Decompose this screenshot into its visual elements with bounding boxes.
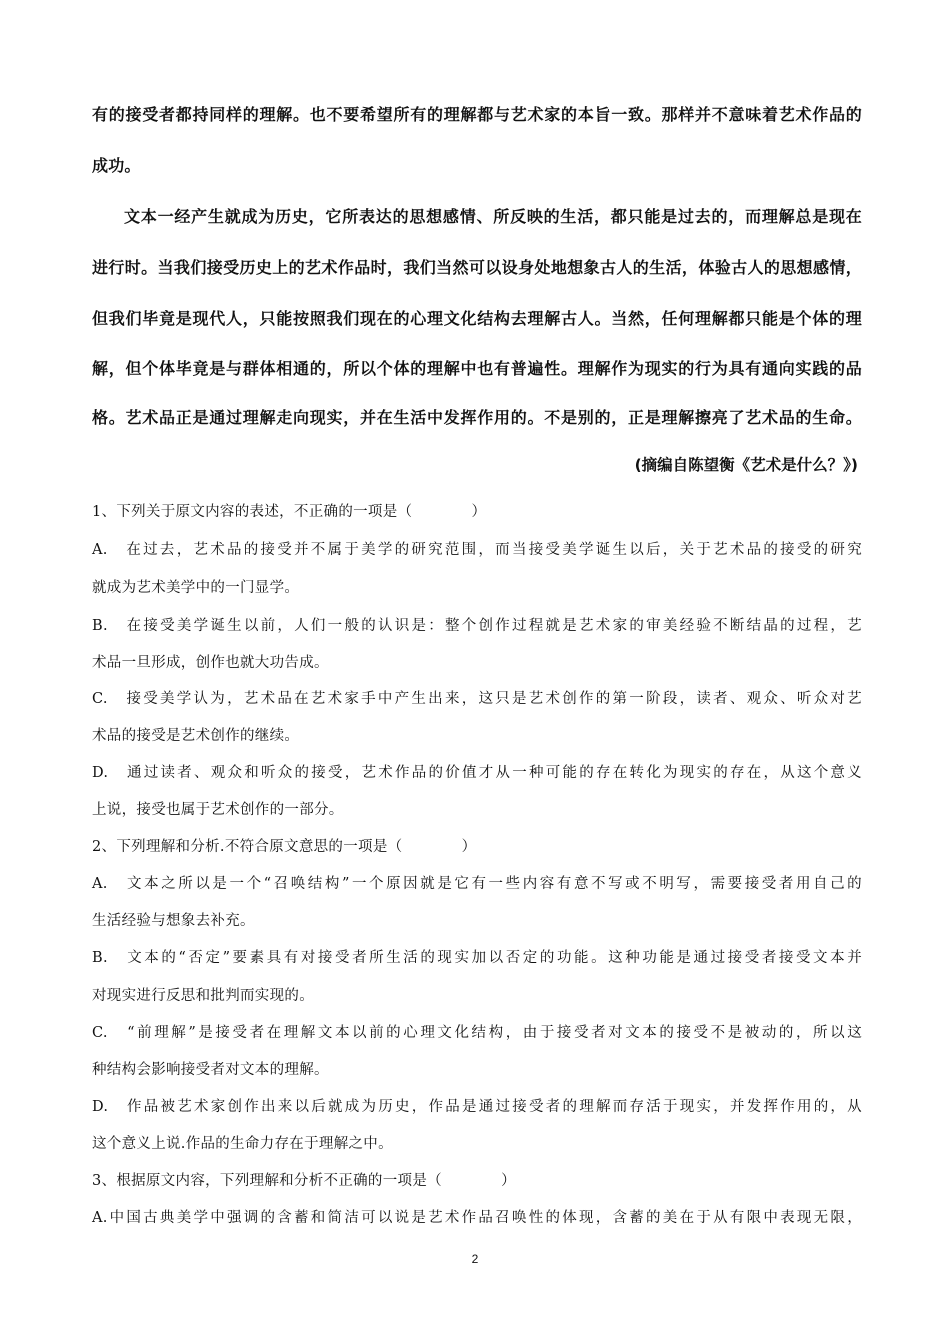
question-stem: 2、下列理解和分析.不符合原文意思的一项是（ ） — [92, 839, 477, 855]
option-line: D. 作品被艺术家创作出来以后就成为历史，作品是通过接受者的理解而存活于现实，并发挥作用的，从 — [92, 1099, 862, 1115]
passage-line: 但我们毕竟是现代人，只能按照我们现在的心理文化结构去理解古人。当然，任何理解都只能是个体的理 — [92, 309, 862, 328]
question-stem: 1、下列关于原文内容的表述，不正确的一项是（ ） — [92, 504, 487, 520]
option-line: 上说，接受也属于艺术创作的一部分。 — [92, 802, 344, 818]
option-line: 生活经验与想象去补充。 — [92, 913, 255, 929]
passage-line: 文本一经产生就成为历史，它所表达的思想感情、所反映的生活，都只能是过去的，而理解总是现在 — [124, 207, 862, 226]
option-line: 这个意义上说.作品的生命力存在于理解之中。 — [92, 1136, 393, 1152]
passage-line: 解，但个体毕竟是与群体相通的，所以个体的理解中也有普遍性。理解作为现实的行为具有通向实践的品 — [92, 359, 862, 378]
option-line: 种结构会影响接受者对文本的理解。 — [92, 1062, 329, 1078]
passage-line: 格。艺术品正是通过理解走向现实，并在生活中发挥作用的。不是别的，正是理解擦亮了艺术品的生命。 — [92, 408, 862, 427]
option-line: B. 文本的“否定”要素具有对接受者所生活的现实加以否定的功能。这种功能是通过接受者接受文本并 — [92, 950, 862, 966]
question-stem: 3、根据原文内容，下列理解和分析不正确的一项是（ ） — [92, 1173, 516, 1189]
page-number: 2 — [471, 1252, 479, 1266]
passage-line: 成功。 — [92, 156, 141, 175]
passage-line: 有的接受者都持同样的理解。也不要希望所有的理解都与艺术家的本旨一致。那样并不意味着艺术作品的 — [92, 105, 862, 124]
option-line: 术品的接受是艺术创作的继续。 — [92, 728, 300, 744]
option-line: B. 在接受美学诞生以前，人们一般的认识是：整个创作过程就是艺术家的审美经验不断结晶的过程，艺 — [92, 618, 862, 634]
option-line: C. 接受美学认为，艺术品在艺术家手中产生出来，这只是艺术创作的第一阶段，读者、观众、听众对艺 — [92, 691, 862, 707]
option-line: C. “前理解”是接受者在理解文本以前的心理文化结构，由于接受者对文本的接受不是被动的，所以这 — [92, 1025, 862, 1041]
option-line: A.中国古典美学中强调的含蓄和简洁可以说是艺术作品召唤性的体现，含蓄的美在于从有限中表现无限， — [92, 1210, 862, 1226]
option-line: A. 在过去，艺术品的接受并不属于美学的研究范围，而当接受美学诞生以后，关于艺术品的接受的研究 — [92, 542, 862, 558]
option-line: 术品一旦形成，创作也就大功告成。 — [92, 655, 329, 671]
option-line: D. 通过读者、观众和听众的接受，艺术作品的价值才从一种可能的存在转化为现实的存在，从这个意义 — [92, 765, 862, 781]
option-line: A. 文本之所以是一个“召唤结构”一个原因就是它有一些内容有意不写或不明写，需要接受者用自己的 — [92, 876, 862, 892]
option-line: 就成为艺术美学中的一门显学。 — [92, 580, 300, 596]
option-line: 对现实进行反思和批判而实现的。 — [92, 988, 314, 1004]
passage-source: (摘编自陈望衡《艺术是什么？》) — [634, 456, 858, 474]
passage-line: 进行时。当我们接受历史上的艺术作品时，我们当然可以设身处地想象古人的生活，体验古人的思想感情， — [92, 258, 862, 277]
